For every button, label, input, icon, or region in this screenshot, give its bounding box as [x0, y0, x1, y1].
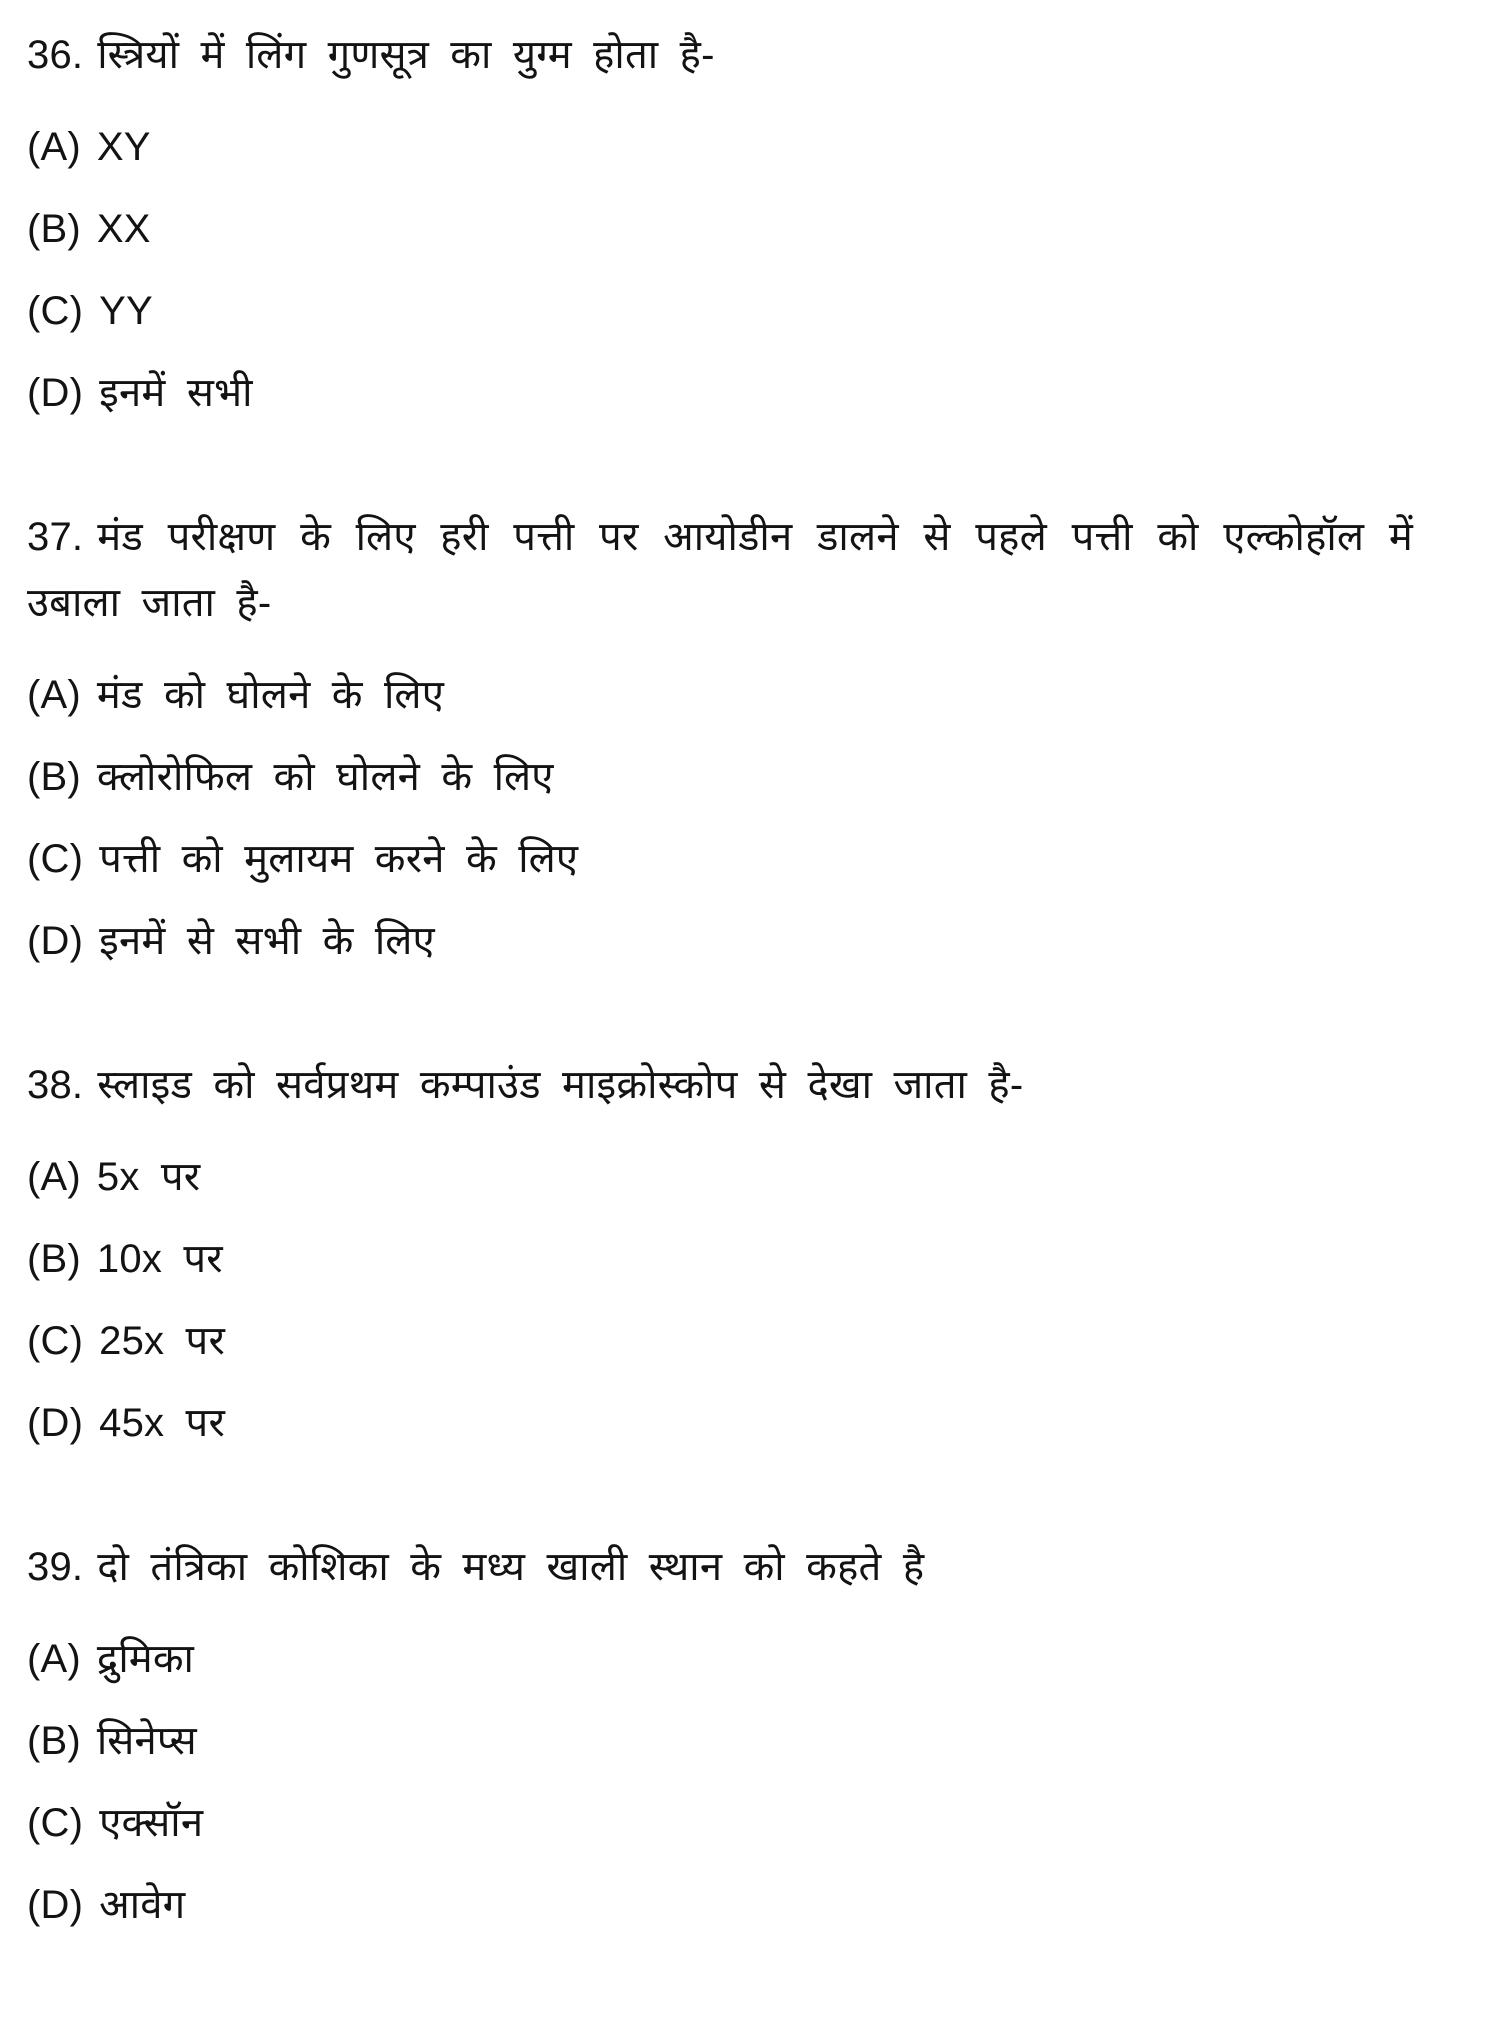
option-text: 25x पर: [99, 1319, 226, 1363]
question-body: स्लाइड को सर्वप्रथम कम्पाउंड माइक्रोस्कोप से देखा जाता है-: [97, 1063, 1024, 1107]
option-row: [27, 370, 1413, 416]
option-row: [27, 754, 1413, 800]
option-text: मंड को घोलने के लिए: [96, 673, 445, 717]
option-text: 45x पर: [99, 1401, 226, 1445]
option-row: [27, 672, 1413, 718]
option-text: द्रुमिका: [96, 1637, 195, 1681]
option-label: (B): [27, 207, 81, 251]
option-text: एक्सॉन: [99, 1801, 204, 1845]
option-label: (A): [27, 1637, 81, 1681]
option-label: (B): [27, 1237, 81, 1281]
option-row: [27, 1882, 1413, 1928]
option-label: (D): [27, 371, 84, 415]
option-text: XX: [96, 207, 151, 251]
option-label: (B): [27, 755, 81, 799]
option-label: (A): [27, 673, 81, 717]
option-text: इनमें से सभी के लिए: [99, 919, 435, 963]
option-row: [27, 1718, 1413, 1764]
option-label: (B): [27, 1719, 81, 1763]
option-row: [27, 124, 1413, 170]
question-text: [27, 504, 1413, 636]
option-text: क्लोरोफिल को घोलने के लिए: [96, 755, 554, 799]
option-label: (D): [27, 919, 84, 963]
option-text: इनमें सभी: [99, 371, 253, 415]
option-label: (D): [27, 1401, 84, 1445]
option-row: [27, 1400, 1413, 1446]
question-body: दो तंत्रिका कोशिका के मध्य खाली स्थान को कहते है: [97, 1545, 925, 1589]
option-text: 10x पर: [96, 1237, 223, 1281]
question-text: [27, 1052, 1413, 1118]
option-label: (A): [27, 125, 81, 169]
option-text: XY: [96, 125, 151, 169]
question-block-38: [27, 1052, 1413, 1446]
option-row: [27, 836, 1413, 882]
option-label: (C): [27, 1801, 84, 1845]
option-row: [27, 288, 1413, 334]
option-row: [27, 1636, 1413, 1682]
question-text: [27, 1534, 1413, 1600]
option-row: [27, 1318, 1413, 1364]
question-body: स्त्रियों में लिंग गुणसूत्र का युग्म होता है-: [97, 33, 715, 77]
question-block-37: [27, 504, 1413, 964]
question-number: 36.: [27, 33, 84, 77]
option-text: YY: [99, 289, 153, 333]
question-text: [27, 22, 1413, 88]
option-row: [27, 1236, 1413, 1282]
option-text: पत्ती को मुलायम करने के लिए: [99, 837, 579, 881]
question-block-39: [27, 1534, 1413, 1928]
option-label: (D): [27, 1883, 84, 1927]
option-label: (A): [27, 1155, 81, 1199]
option-row: [27, 1154, 1413, 1200]
option-label: (C): [27, 289, 84, 333]
option-row: [27, 206, 1413, 252]
option-label: (C): [27, 1319, 84, 1363]
question-number: 39.: [27, 1545, 84, 1589]
question-block-36: [27, 22, 1413, 416]
option-label: (C): [27, 837, 84, 881]
option-row: [27, 1800, 1413, 1846]
option-text: आवेग: [99, 1883, 186, 1927]
question-body: मंड परीक्षण के लिए हरी पत्ती पर आयोडीन डालने से पहले पत्ती को एल्कोहॉल में उबाला जाता है-: [27, 515, 1413, 625]
question-number: 37.: [27, 515, 84, 559]
question-number: 38.: [27, 1063, 84, 1107]
option-text: सिनेप्स: [96, 1719, 197, 1763]
option-row: [27, 918, 1413, 964]
option-text: 5x पर: [96, 1155, 201, 1199]
